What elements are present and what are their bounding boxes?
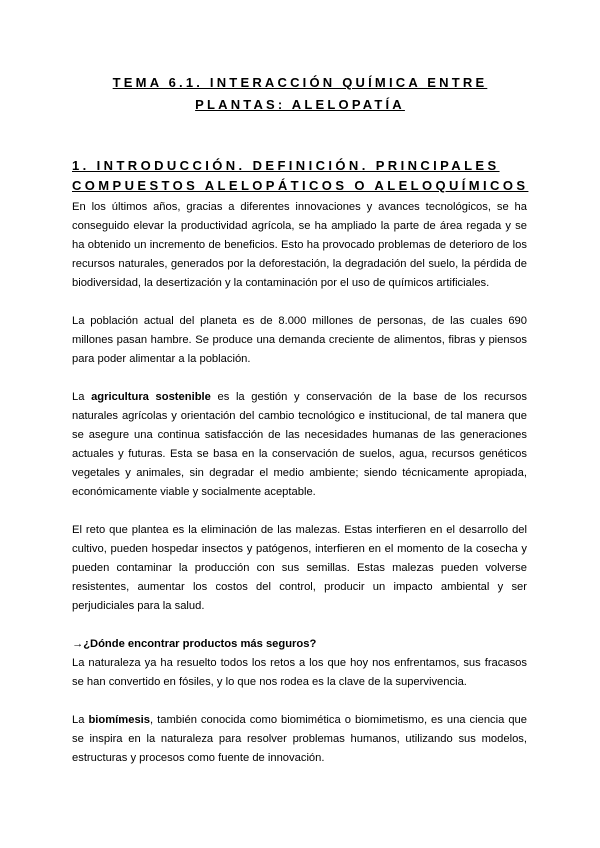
p6-prefix: La (72, 714, 89, 726)
term-biomimesis: biomímesis (88, 714, 151, 726)
title-line-2: PLANTAS: ALELOPATÍA (195, 97, 405, 112)
title-line-1: TEMA 6.1. INTERACCIÓN QUÍMICA ENTRE (112, 75, 488, 90)
section-heading (72, 156, 532, 196)
section-heading-line-2: COMPUESTOS ALELOPÁTICOS O ALELOQUÍMICOS (72, 178, 529, 193)
paragraph-biomimesis (72, 711, 527, 768)
paragraph-intro: En los últimos años, gracias a diferentes innovaciones y avances tecnológicos, se ha conseguido elevar la productividad agrícola, se ha ampliado la parte de área regada y se ha obtenido un incremento de beneficios. Esto ha provocado problemas de deterioro de los recursos naturales, generados por la deforestación, la degradación del suelo, la pérdida de biodiversidad, la desertización y la contaminación por el uso de químicos artificiales. (72, 201, 527, 289)
p6-rest: , también conocida como biomimética o biomimetismo, es una ciencia que se inspira en la naturaleza para resolver problemas humanos, utilizando sus modelos, estructuras y procesos como fuente de innovación. (72, 714, 528, 764)
section-heading-line-1: 1. INTRODUCCIÓN. DEFINICIÓN. PRINCIPALES (72, 158, 500, 173)
paragraph-population: La población actual del planeta es de 8.000 millones de personas, de las cuales 690 millones pasan hambre. Se produce una demanda creciente de alimentos, fibras y piensos para poder alimentar a la población. (72, 315, 527, 365)
paragraph-nature: La naturaleza ya ha resuelto todos los retos a los que hoy nos enfrentamos, sus fracasos se han convertido en fósiles, y lo que nos rodea es la clave de la supervivencia. (72, 657, 527, 688)
document-body (72, 198, 527, 787)
document-title (60, 72, 540, 116)
paragraph-weeds: El reto que plantea es la eliminación de las malezas. Estas interfieren en el desarrollo del cultivo, pueden hospedar insectos y patógenos, interfieren en el momento de la cosecha y pueden contaminar la producción con sus semillas. Estas malezas pueden volverse resistentes, aumentar los costos del control, producir un impacto ambiental y ser perjudiciales para la salud. (72, 524, 527, 612)
p3-prefix: La (72, 391, 92, 403)
question-heading (72, 635, 527, 654)
term-agricultura-sostenible: agricultura sostenible (91, 391, 211, 403)
question-heading-text: →¿Dónde encontrar productos más seguros? (72, 638, 317, 650)
p3-rest: es la gestión y conservación de la base de los recursos naturales agrícolas y orientación del cambio tecnológico e institucional, de tal manera que se asegure una continua satisfacción de las necesidades humanas de las generaciones actuales y futuras. Esta se basa en la conservación de suelos, agua, recursos genéticos vegetales y animales, sin degradar el medio ambiente; siendo técnicamente apropiada, económicamente viable y socialmente aceptable. (72, 391, 527, 498)
paragraph-sustainable-agriculture (72, 388, 527, 502)
